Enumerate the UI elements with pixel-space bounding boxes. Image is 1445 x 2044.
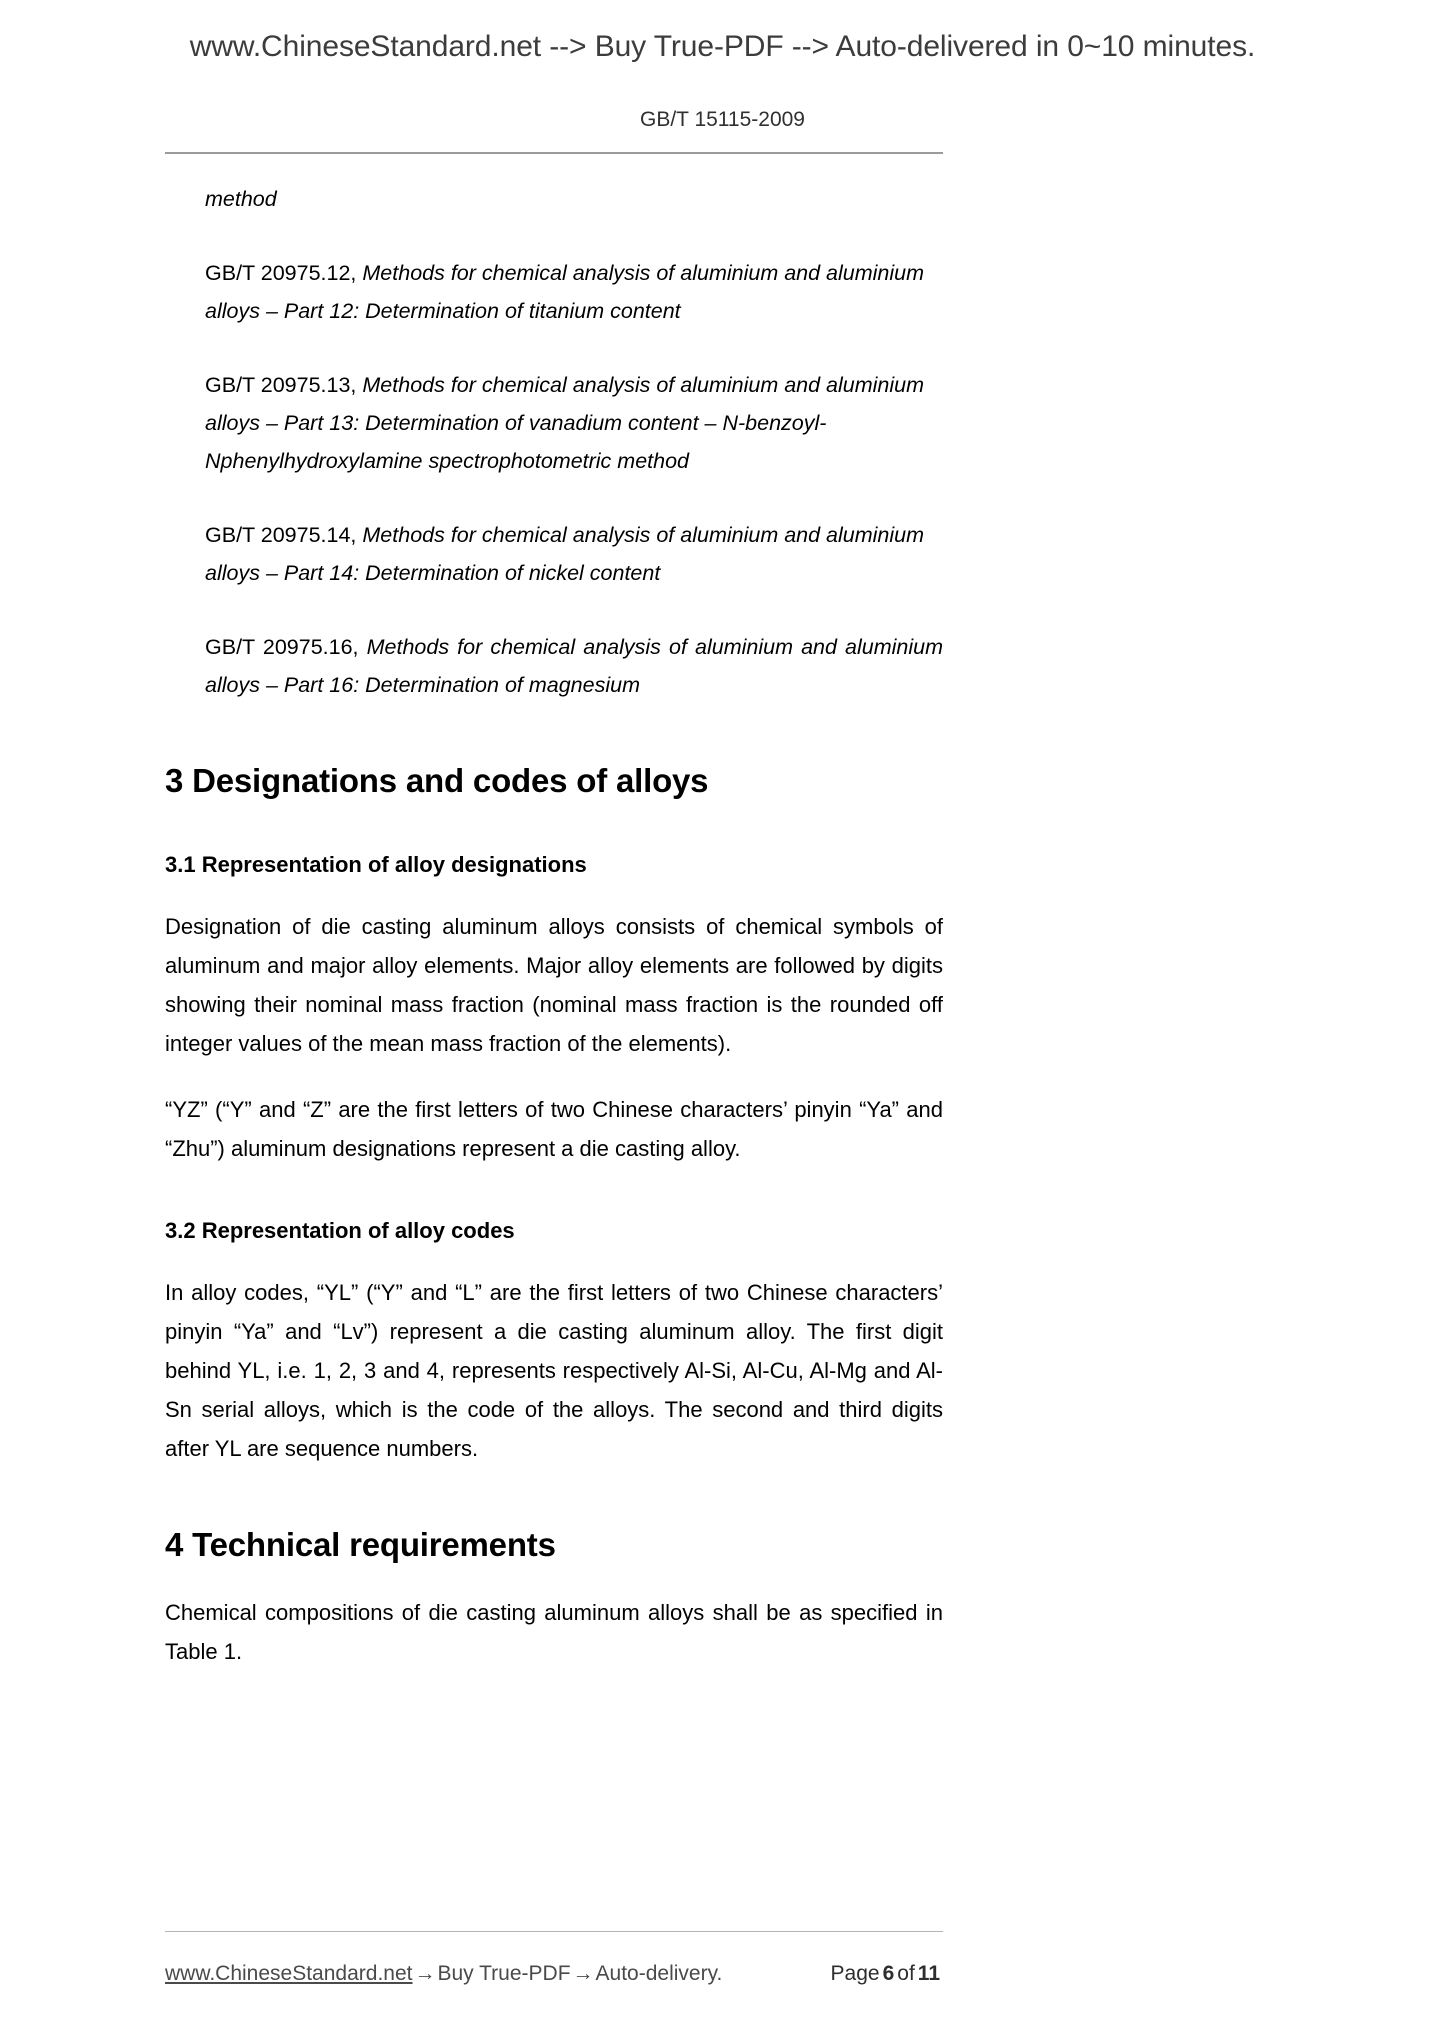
section-3-1-paragraph-2: “YZ” (“Y” and “Z” are the first letters of two Chinese characters’ pinyin “Ya” and “Zhu”) aluminum designations represent a die casting alloy. (165, 1097, 943, 1161)
standard-code-header: GB/T 15115-2009 (639, 108, 805, 131)
footer-buy-label[interactable]: Buy True-PDF (437, 1962, 571, 1985)
reference-item (205, 516, 943, 592)
reference-title: Methods for chemical analysis of aluminium and aluminium alloys – Part 12: Determination of titanium content (205, 261, 925, 323)
current-page-number: 6 (882, 1962, 895, 1985)
reference-code: GB/T 20975.14, (205, 523, 357, 547)
promo-banner: www.ChineseStandard.net --> Buy True-PDF --> Auto-delivered in 0~10 minutes. (189, 30, 1256, 63)
page-indicator (831, 1962, 943, 1986)
footer-links (165, 1962, 722, 1986)
reference-code: GB/T 20975.12, (205, 261, 357, 285)
reference-code: GB/T 20975.13, (205, 373, 357, 397)
reference-title: Methods for chemical analysis of aluminium and aluminium alloys – Part 14: Determination of nickel content (205, 523, 925, 585)
section-3-2-paragraph-1: In alloy codes, “YL” (“Y” and “L” are the first letters of two Chinese characters’ pinyin “Ya” and “Lv”) represent a die casting aluminum alloy. The first digit behind YL, i.e. 1, 2, 3 and 4, represents respectively Al-Si, Al-Cu, Al-Mg and Al-Sn serial alloys, which is the code of the alloys. The second and third digits after YL are sequence numbers. (165, 1280, 943, 1461)
footer-site-link[interactable]: www.ChineseStandard.net (165, 1962, 413, 1985)
reference-item (205, 628, 943, 704)
total-page-count: 11 (917, 1962, 940, 1985)
page-label: Page (830, 1962, 880, 1985)
of-label: of (897, 1962, 915, 1985)
header-divider (165, 152, 943, 154)
reference-title: Methods for chemical analysis of aluminium and aluminium alloys – Part 16: Determination of magnesium (205, 635, 943, 697)
footer-divider (165, 1931, 943, 1932)
section-3-2-heading: 3.2 Representation of alloy codes (165, 1218, 515, 1243)
reference-item (205, 366, 943, 480)
reference-item (205, 254, 943, 330)
arrow-right-icon: → (572, 1962, 594, 1985)
section-4-heading: 4 Technical requirements (165, 1526, 556, 1563)
continued-method-line: method (205, 187, 277, 211)
footer-delivery-label: Auto-delivery. (595, 1962, 723, 1985)
page-footer (165, 1962, 943, 1986)
section-4-paragraph-1: Chemical compositions of die casting aluminum alloys shall be as specified in Table 1. (165, 1600, 943, 1664)
section-3-1-heading: 3.1 Representation of alloy designations (165, 852, 587, 877)
section-3-heading: 3 Designations and codes of alloys (165, 762, 709, 799)
document-body (165, 180, 943, 1671)
reference-title: Methods for chemical analysis of aluminium and aluminium alloys – Part 13: Determination of vanadium content – N-benzoyl-Nphenylhydroxylamine spectrophotometric method (205, 373, 925, 473)
reference-code: GB/T 20975.16, (205, 635, 359, 659)
arrow-right-icon: → (414, 1962, 436, 1985)
section-3-1-paragraph-1: Designation of die casting aluminum alloys consists of chemical symbols of aluminum and major alloy elements. Major alloy elements are followed by digits showing their nominal mass fraction (nominal mass fraction is the rounded off integer values of the mean mass fraction of the elements). (165, 914, 943, 1056)
